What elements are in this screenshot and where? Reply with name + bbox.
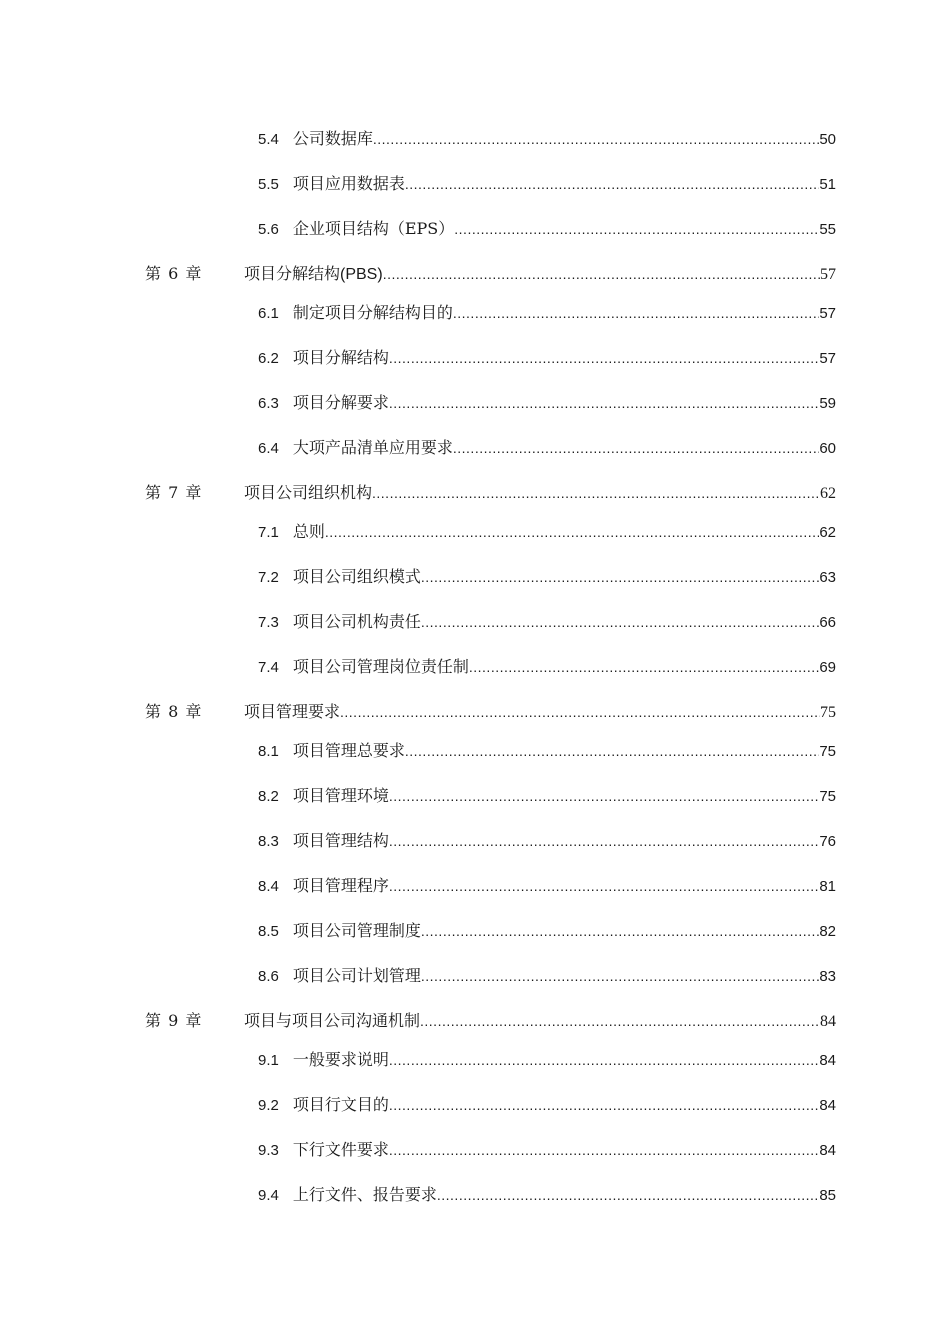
- toc-chapter-7[interactable]: [0, 481, 950, 505]
- section-title: 项目行文目的: [292, 1095, 389, 1114]
- dot-leader: [373, 127, 819, 151]
- section-title: 项目公司管理岗位责任制: [292, 657, 469, 676]
- toc-leader: [258, 964, 836, 989]
- page-number: 62: [820, 485, 836, 502]
- toc-entry-5-5[interactable]: [0, 172, 950, 196]
- toc-leader: [258, 301, 836, 326]
- toc-leader: [258, 610, 836, 635]
- page-number: 51: [819, 176, 836, 193]
- section-title: 上行文件、报告要求: [292, 1185, 437, 1204]
- toc-chapter-6[interactable]: [0, 262, 950, 286]
- section-title: 项目公司机构责任: [292, 612, 421, 631]
- toc-leader: [258, 172, 836, 197]
- toc-leader: [258, 829, 836, 854]
- toc-entry-8-4[interactable]: [0, 874, 950, 898]
- toc-entry-9-2[interactable]: [0, 1093, 950, 1117]
- section-number: 9.2: [258, 1097, 279, 1114]
- section-number: 8.3: [258, 833, 279, 850]
- page-number: 57: [819, 305, 836, 322]
- section-number: 5.5: [258, 176, 279, 193]
- toc-chapter-9[interactable]: [0, 1009, 950, 1033]
- page-number: 75: [819, 743, 836, 760]
- toc-entry-8-2[interactable]: [0, 784, 950, 808]
- dot-leader: [325, 520, 819, 544]
- dot-leader: [389, 784, 819, 808]
- toc-entry-9-3[interactable]: [0, 1138, 950, 1162]
- dot-leader: [421, 964, 819, 988]
- page-number: 57: [819, 350, 836, 367]
- dot-leader: [437, 1183, 819, 1207]
- dot-leader: [421, 610, 819, 634]
- page-number: 85: [819, 1187, 836, 1204]
- section-title: 总则: [292, 522, 325, 541]
- section-number: 6.3: [258, 395, 279, 412]
- toc-leader: [244, 1009, 836, 1034]
- dot-leader: [389, 829, 819, 853]
- toc-entry-6-4[interactable]: [0, 436, 950, 460]
- toc-entry-6-2[interactable]: [0, 346, 950, 370]
- section-title: 下行文件要求: [292, 1140, 389, 1159]
- toc-leader: [244, 700, 836, 725]
- chapter-label: 第 8 章: [145, 702, 203, 721]
- section-number: 7.4: [258, 659, 279, 676]
- toc-entry-5-6[interactable]: [0, 217, 950, 241]
- page-number: 75: [820, 704, 836, 721]
- section-title: 项目公司计划管理: [292, 966, 421, 985]
- toc-leader: [258, 565, 836, 590]
- toc-leader: [258, 346, 836, 371]
- toc-leader: [258, 436, 836, 461]
- section-number: 6.4: [258, 440, 279, 457]
- dot-leader: [389, 391, 819, 415]
- page-number: 63: [819, 569, 836, 586]
- dot-leader: [453, 301, 819, 325]
- toc-leader: [244, 481, 836, 506]
- section-number: 6.2: [258, 350, 279, 367]
- chapter-title: 项目管理要求: [244, 704, 341, 721]
- section-title: 项目公司组织模式: [292, 567, 421, 586]
- toc-leader: [258, 217, 836, 242]
- toc-entry-7-1[interactable]: [0, 520, 950, 544]
- dot-leader: [383, 262, 820, 286]
- toc-leader: [258, 1093, 836, 1118]
- chapter-title: 项目与项目公司沟通机制: [244, 1011, 421, 1030]
- section-title: 项目分解结构: [292, 348, 389, 367]
- page-number: 83: [819, 968, 836, 985]
- section-number: 8.2: [258, 788, 279, 805]
- chapter-label: 第 6 章: [145, 264, 203, 283]
- toc-leader: [258, 874, 836, 899]
- dot-leader: [421, 565, 819, 589]
- toc-leader: [258, 391, 836, 416]
- dot-leader: [389, 1048, 819, 1072]
- page-number: 81: [819, 878, 836, 895]
- toc-leader: [258, 1048, 836, 1073]
- toc-leader: [244, 262, 836, 287]
- section-title: 公司数据库: [292, 129, 373, 148]
- toc-entry-9-4[interactable]: [0, 1183, 950, 1207]
- page-number: 59: [819, 395, 836, 412]
- section-number: 5.4: [258, 131, 279, 148]
- dot-leader: [389, 874, 819, 898]
- dot-leader: [405, 739, 819, 763]
- chapter-label: 第 7 章: [145, 483, 203, 502]
- page-number: 66: [819, 614, 836, 631]
- toc-leader: [258, 1183, 836, 1208]
- section-title: 项目管理程序: [292, 876, 389, 895]
- toc-leader: [258, 784, 836, 809]
- section-number: 9.1: [258, 1052, 279, 1069]
- page-number: 84: [819, 1052, 836, 1069]
- page-number: 60: [819, 440, 836, 457]
- dot-leader: [405, 172, 819, 196]
- section-number: 8.5: [258, 923, 279, 940]
- page-number: 84: [819, 1097, 836, 1114]
- toc-entry-7-2[interactable]: [0, 565, 950, 589]
- page-number: 62: [819, 524, 836, 541]
- toc-entry-5-4[interactable]: [0, 127, 950, 151]
- dot-leader: [389, 1138, 819, 1162]
- section-number: 8.1: [258, 743, 279, 760]
- toc-entry-8-6[interactable]: [0, 964, 950, 988]
- chapter-title: 项目分解结构(PBS): [244, 266, 383, 283]
- section-number: 8.4: [258, 878, 279, 895]
- toc-entry-8-3[interactable]: [0, 829, 950, 853]
- section-title: 大项产品清单应用要求: [292, 438, 453, 457]
- page-number: 69: [819, 659, 836, 676]
- section-number: 8.6: [258, 968, 279, 985]
- toc-entry-9-1[interactable]: [0, 1048, 950, 1072]
- section-title: 项目管理总要求: [292, 741, 405, 760]
- chapter-title: 项目公司组织机构: [244, 485, 373, 502]
- page-number: 82: [819, 923, 836, 940]
- section-title: 项目分解要求: [292, 393, 389, 412]
- toc-entry-6-3[interactable]: [0, 391, 950, 415]
- toc-leader: [258, 127, 836, 152]
- toc-entry-7-4[interactable]: [0, 655, 950, 679]
- page-number: 84: [820, 1013, 836, 1030]
- toc-entry-8-5[interactable]: [0, 919, 950, 943]
- section-title: 项目应用数据表: [292, 174, 405, 193]
- section-number: 9.4: [258, 1187, 279, 1204]
- section-number: 7.3: [258, 614, 279, 631]
- toc-leader: [258, 919, 836, 944]
- toc-leader: [258, 739, 836, 764]
- section-title: 企业项目结构（EPS）: [292, 219, 455, 238]
- chapter-label: 第 9 章: [145, 1011, 203, 1030]
- section-title: 制定项目分解结构目的: [292, 303, 453, 322]
- toc-leader: [258, 520, 836, 545]
- page-number: 55: [819, 221, 836, 238]
- section-title: 项目管理结构: [292, 831, 389, 850]
- section-number: 7.1: [258, 524, 279, 541]
- page-number: 76: [819, 833, 836, 850]
- toc-entry-8-1[interactable]: [0, 739, 950, 763]
- page-number: 75: [819, 788, 836, 805]
- section-title: 一般要求说明: [292, 1050, 389, 1069]
- toc-leader: [258, 655, 836, 680]
- toc-leader: [258, 1138, 836, 1163]
- page-number: 57: [820, 266, 836, 283]
- section-number: 6.1: [258, 305, 279, 322]
- dot-leader: [420, 1009, 820, 1033]
- section-number: 7.2: [258, 569, 279, 586]
- dot-leader: [372, 481, 820, 505]
- section-title: 项目公司管理制度: [292, 921, 421, 940]
- section-number: 9.3: [258, 1142, 279, 1159]
- toc-entry-6-1[interactable]: [0, 301, 950, 325]
- page-number: 50: [819, 131, 836, 148]
- dot-leader: [453, 436, 819, 460]
- dot-leader: [389, 346, 819, 370]
- dot-leader: [469, 655, 819, 679]
- dot-leader: [389, 1093, 819, 1117]
- dot-leader: [421, 919, 819, 943]
- page-number: 84: [819, 1142, 836, 1159]
- toc-chapter-8[interactable]: [0, 700, 950, 724]
- section-number: 5.6: [258, 221, 279, 238]
- section-title: 项目管理环境: [292, 786, 389, 805]
- toc-entry-7-3[interactable]: [0, 610, 950, 634]
- dot-leader: [454, 217, 819, 241]
- dot-leader: [340, 700, 820, 724]
